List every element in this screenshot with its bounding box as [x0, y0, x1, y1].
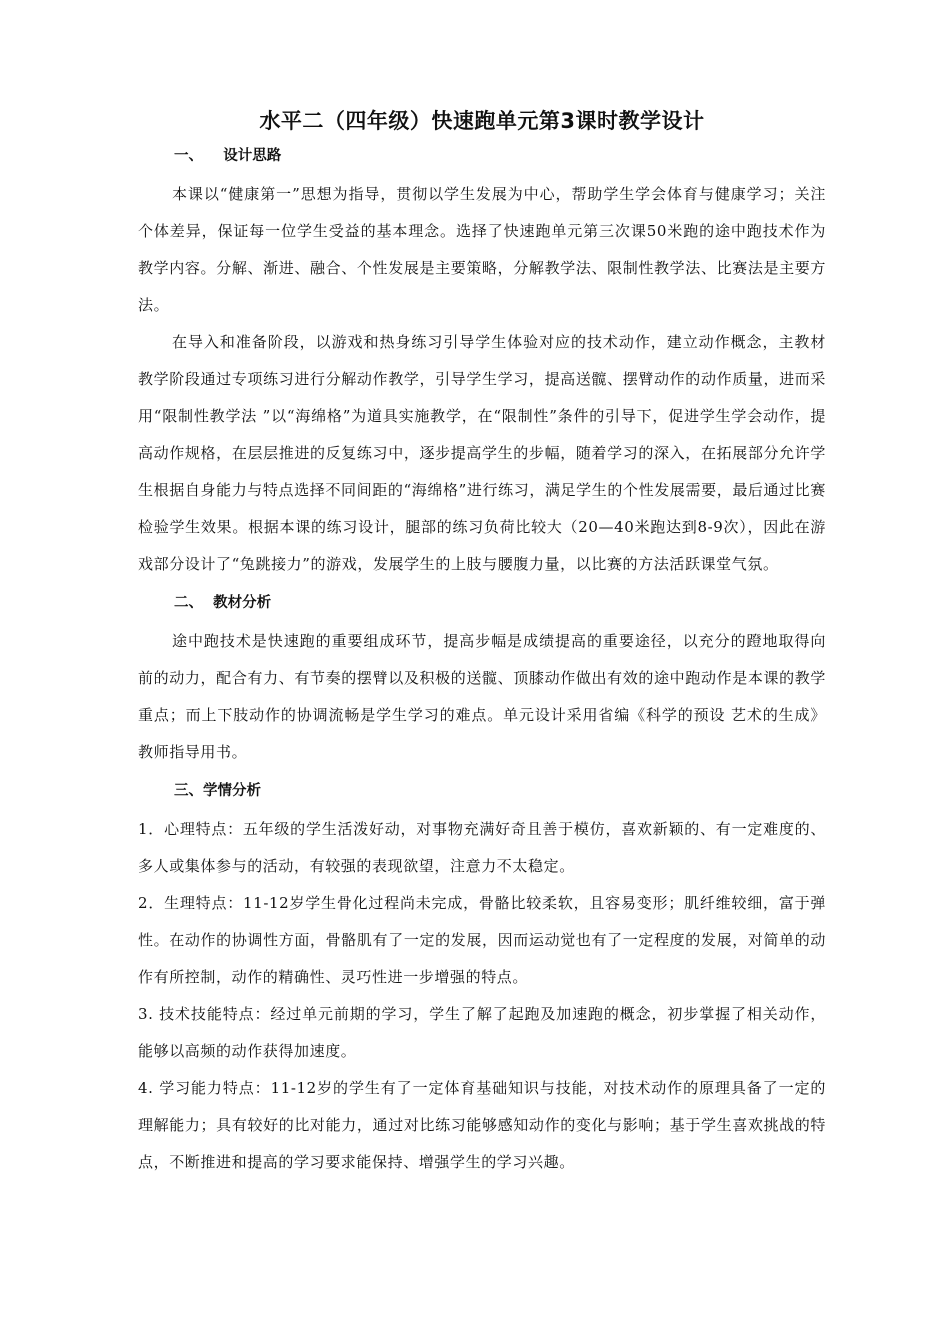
- document-page: [138, 104, 826, 1181]
- student-analysis-item-3: 3. 技术技能特点：经过单元前期的学习，学生了解了起跑及加速跑的概念，初步掌握了相关动作，能够以高频的动作获得加速度。: [138, 1005, 826, 1060]
- design-idea-paragraph-1: 本课以“健康第一”思想为指导，贯彻以学生发展为中心，帮助学生学会体育与健康学习；关注个体差异，保证每一位学生受益的基本理念。选择了快速跑单元第三次课50米跑的途中跑技术作为教学内容。分解、渐进、融合、个性发展是主要策略，分解教学法、限制性教学法、比赛法是主要方法。: [138, 185, 826, 314]
- design-idea-paragraph-2: 在导入和准备阶段，以游戏和热身练习引导学生体验对应的技术动作，建立动作概念，主教材教学阶段通过专项练习进行分解动作教学，引导学生学习，提高送髋、摆臂动作的动作质量，进而采用“限制性教学法 ”以“海绵格”为道具实施教学，在“限制性”条件的引导下，促进学生学会动作，提高动作规格，在层层推进的反复练习中，逐步提高学生的步幅，随着学习的深入，在拓展部分允许学生根据自身能力与特点选择不同间距的“海绵格”进行练习，满足学生的个性发展需要，最后通过比赛检验学生效果。根据本课的练习设计，腿部的练习负荷比较大（20—40米跑达到8-9次），因此在游戏部分设计了“兔跳接力”的游戏，发展学生的上肢与腰腹力量，以比赛的方法活跃课堂气氛。: [138, 333, 826, 573]
- document-title: 水平二（四年级）快速跑单元第3课时教学设计: [259, 109, 705, 133]
- section-heading-material-analysis: 二、 教材分析: [174, 595, 272, 611]
- student-analysis-item-4: 4. 学习能力特点：11-12岁的学生有了一定体育基础知识与技能，对技术动作的原理具备了一定的理解能力；具有较好的比对能力，通过对比练习能够感知动作的变化与影响；基于学生喜欢挑战的特点，不断推进和提高的学习要求能保持、增强学生的学习兴趣。: [138, 1079, 826, 1171]
- section-heading-student-analysis: 三、学情分析: [174, 783, 261, 799]
- student-analysis-item-2: 2．生理特点：11-12岁学生骨化过程尚未完成，骨骼比较柔软，且容易变形；肌纤维较细，富于弹性。在动作的协调性方面，骨骼肌有了一定的发展，因而运动觉也有了一定程度的发展，对简单的动作有所控制，动作的精确性、灵巧性进一步增强的特点。: [138, 894, 826, 986]
- material-analysis-paragraph: 途中跑技术是快速跑的重要组成环节，提高步幅是成绩提高的重要途径，以充分的蹬地取得向前的动力，配合有力、有节奏的摆臂以及积极的送髋、顶膝动作做出有效的途中跑动作是本课的教学重点；而上下肢动作的协调流畅是学生学习的难点。单元设计采用省编《科学的预设 艺术的生成》教师指导用书。: [138, 632, 826, 761]
- student-analysis-item-1: 1．心理特点：五年级的学生活泼好动，对事物充满好奇且善于模仿，喜欢新颖的、有一定难度的、多人或集体参与的活动，有较强的表现欲望，注意力不太稳定。: [138, 820, 826, 875]
- section-heading-design-idea: 一、 设计思路: [174, 148, 282, 164]
